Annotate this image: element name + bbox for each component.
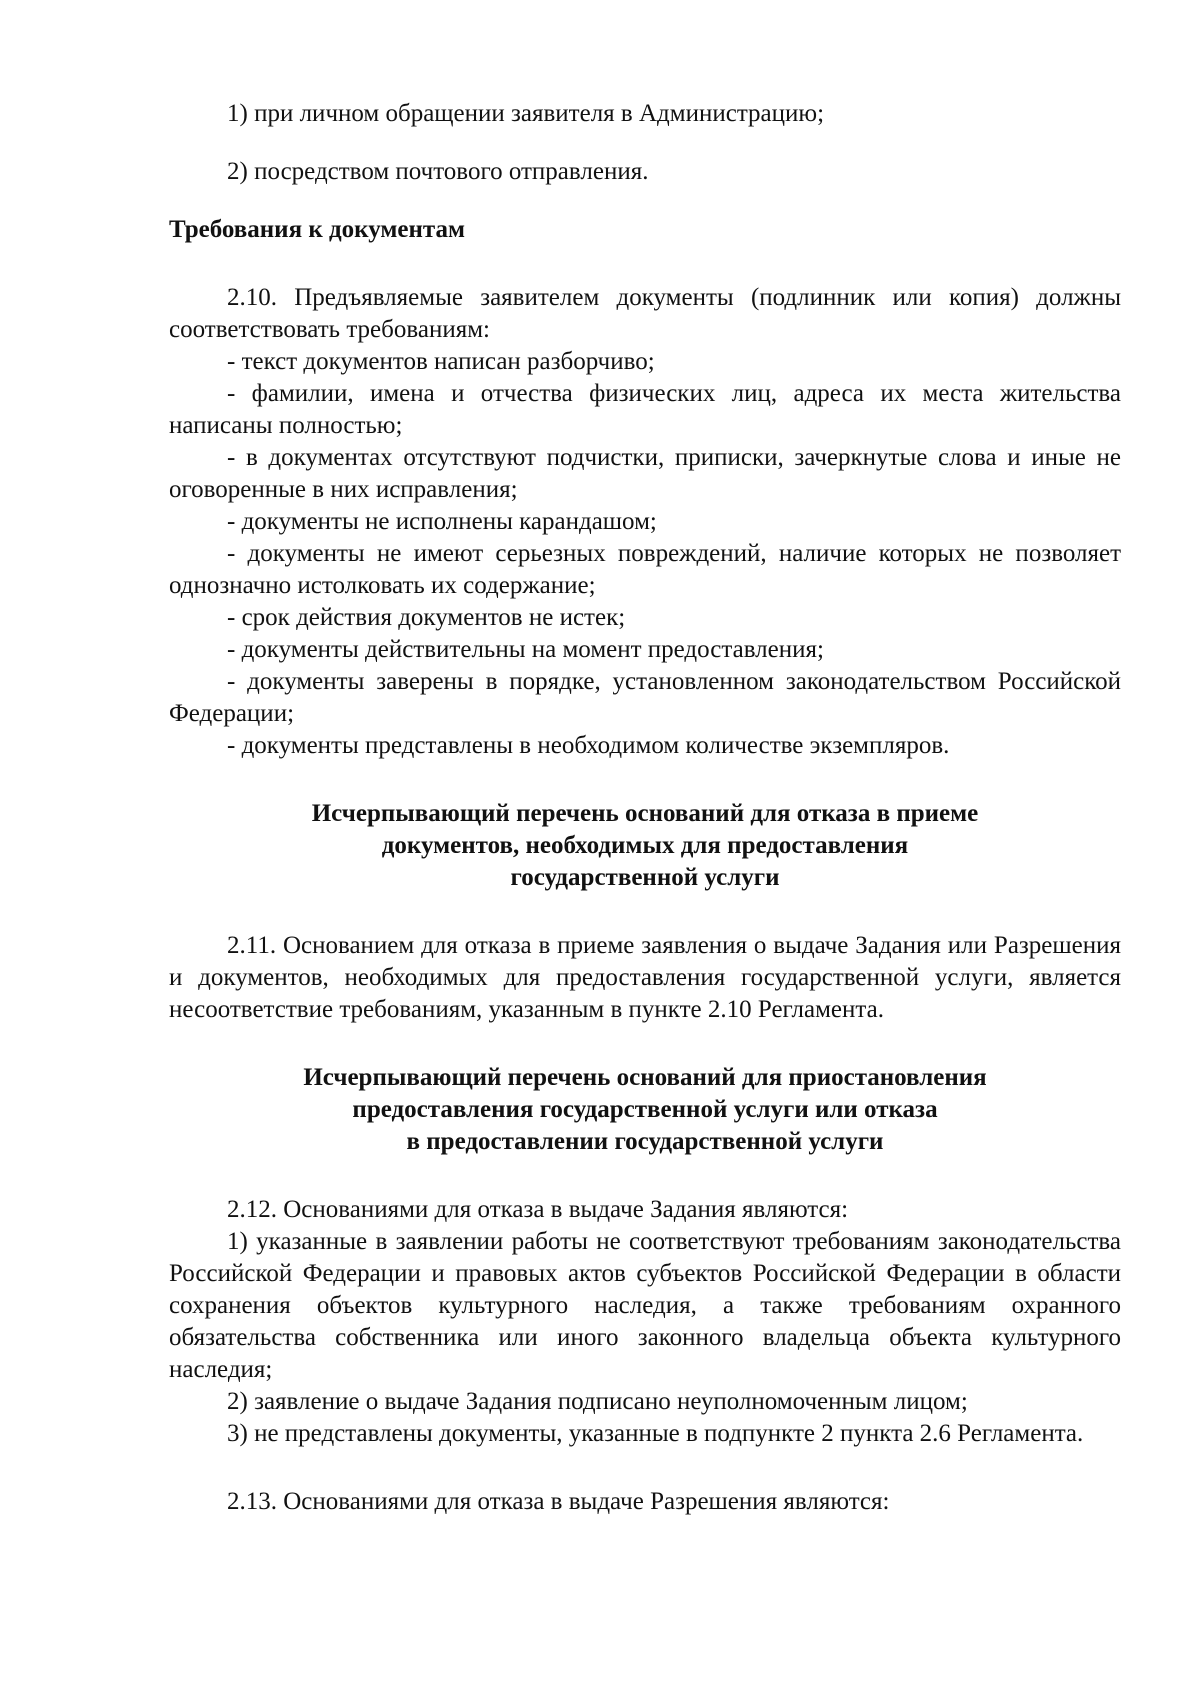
paragraph-2-12-intro: 2.12. Основаниями для отказа в выдаче Задания являются: <box>227 1196 849 1223</box>
paragraph-2-11: 2.11. Основанием для отказа в приеме заявления о выдаче Задания или Разрешения и документов, необходимых для предоставления государственной услуги, является несоответствие требованиям, указанным в пункте 2.10 Регламента. <box>169 932 1121 1023</box>
heading-line: документов, необходимых для предоставления <box>381 832 909 859</box>
heading-line: государственной услуги <box>510 864 780 891</box>
list-item: - фамилии, имена и отчества физических лиц, адреса их места жительства написаны полностью; <box>169 380 1121 439</box>
heading-line: Исчерпывающий перечень оснований для отказа в приеме <box>311 800 979 827</box>
list-item: - документы заверены в порядке, установленном законодательством Российской Федерации; <box>169 668 1121 727</box>
list-item: 1) указанные в заявлении работы не соответствуют требованиям законодательства Российской Федерации и правовых актов субъектов Российской Федерации в области сохранения объектов культурного наследия, а также требованиям охранного обязательства собственника или иного законного владельца объекта культурного наследия; <box>169 1228 1121 1383</box>
document-body <box>169 98 1121 1518</box>
heading-line: в предоставлении государственной услуги <box>406 1128 884 1155</box>
list-item: 3) не представлены документы, указанные в подпункте 2 пункта 2.6 Регламента. <box>227 1420 1084 1447</box>
list-item: - срок действия документов не истек; <box>227 604 626 631</box>
list-item: 2) посредством почтового отправления. <box>227 158 649 185</box>
list-item: 2) заявление о выдаче Задания подписано неуполномоченным лицом; <box>227 1388 968 1415</box>
list-item: - текст документов написан разборчиво; <box>227 348 655 375</box>
list-item: - документы представлены в необходимом количестве экземпляров. <box>227 732 950 759</box>
list-item: - документы не имеют серьезных повреждений, наличие которых не позволяет однозначно истолковать их содержание; <box>169 540 1121 599</box>
section-heading-suspension <box>169 1062 1121 1158</box>
paragraph-2-13-intro: 2.13. Основаниями для отказа в выдаче Разрешения являются: <box>227 1488 890 1515</box>
section-heading: Требования к документам <box>169 216 466 243</box>
section-heading-refusal-acceptance <box>169 798 1121 894</box>
list-item: - в документах отсутствуют подчистки, приписки, зачеркнутые слова и иные не оговоренные в них исправления; <box>169 444 1121 503</box>
heading-line: предоставления государственной услуги или отказа <box>352 1096 938 1123</box>
list-item: - документы действительны на момент предоставления; <box>227 636 824 663</box>
list-item: - документы не исполнены карандашом; <box>227 508 657 535</box>
paragraph-2-10-intro: 2.10. Предъявляемые заявителем документы (подлинник или копия) должны соответствовать требованиям: <box>169 284 1121 343</box>
heading-line: Исчерпывающий перечень оснований для приостановления <box>303 1064 987 1091</box>
list-item: 1) при личном обращении заявителя в Администрацию; <box>227 100 825 127</box>
